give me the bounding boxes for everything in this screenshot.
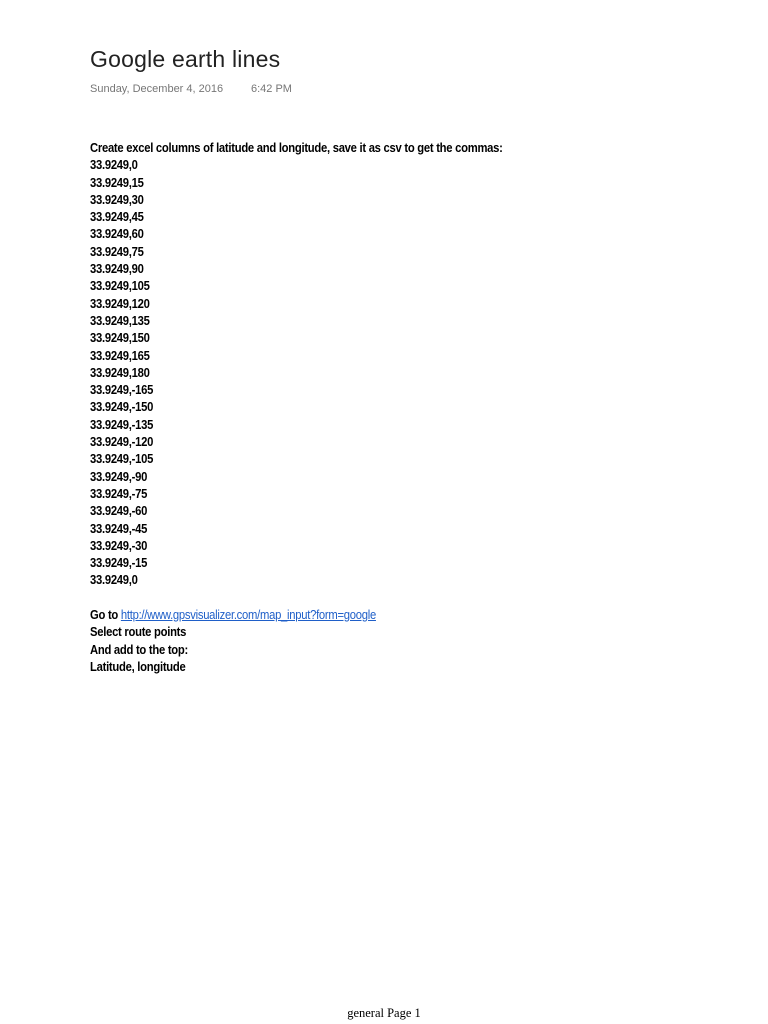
coordinate-line: 33.9249,180: [90, 365, 150, 380]
coordinate-line: 33.9249,0: [90, 573, 138, 588]
coordinate-line: 33.9249,-135: [90, 417, 154, 432]
coordinate-line: 33.9249,165: [90, 348, 150, 363]
coordinate-line: 33.9249,60: [90, 227, 144, 242]
page-time: 6:42 PM: [251, 83, 292, 95]
step-select-text: Select route points: [90, 625, 187, 640]
page-date: Sunday, December 4, 2016: [90, 83, 224, 95]
header-line-text: Latitude, longitude: [90, 659, 186, 674]
coordinate-line: 33.9249,-30: [90, 538, 148, 553]
coordinate-line: 33.9249,-60: [90, 504, 148, 519]
coordinate-line: 33.9249,-90: [90, 469, 148, 484]
coordinate-line: 33.9249,75: [90, 244, 144, 259]
coordinate-line: 33.9249,-150: [90, 400, 154, 415]
goto-prefix: Go to: [90, 608, 121, 623]
note-body: [90, 140, 666, 676]
coordinate-line: 33.9249,-165: [90, 383, 154, 398]
coordinate-line: 33.9249,-75: [90, 486, 148, 501]
coordinate-line: 33.9249,-105: [90, 452, 154, 467]
coordinate-line: 33.9249,-45: [90, 521, 148, 536]
gpsvisualizer-link[interactable]: http://www.gpsvisualizer.com/map_input?form=google: [120, 608, 376, 623]
coordinate-line: 33.9249,105: [90, 279, 150, 294]
coordinate-line: 33.9249,90: [90, 262, 144, 277]
goto-line: [90, 607, 666, 624]
coordinate-line: 33.9249,0: [90, 158, 138, 173]
step-add-text: And add to the top:: [90, 642, 188, 657]
coordinate-line: 33.9249,-15: [90, 556, 148, 571]
coordinate-line: 33.9249,-120: [90, 435, 154, 450]
coordinate-line: 33.9249,150: [90, 331, 150, 346]
coordinate-line: 33.9249,120: [90, 296, 150, 311]
coordinate-line: 33.9249,135: [90, 313, 150, 328]
coordinate-line: 33.9249,30: [90, 192, 144, 207]
coordinate-line: 33.9249,45: [90, 210, 144, 225]
coordinate-line: 33.9249,15: [90, 175, 144, 190]
page-title: Google earth lines: [90, 46, 281, 72]
blank-line: [90, 590, 666, 607]
page-footer: general Page 1: [347, 1006, 421, 1020]
intro-text: Create excel columns of latitude and longitude, save it as csv to get the commas:: [90, 141, 503, 155]
